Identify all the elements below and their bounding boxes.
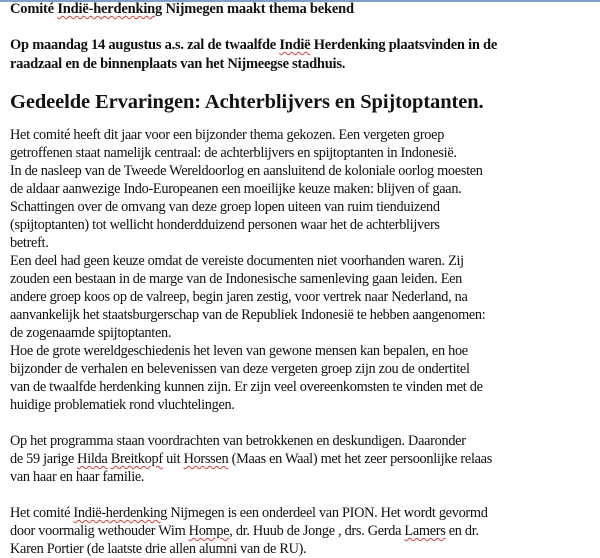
- body-text: , dr. Huub de Jonge , drs. Gerda: [229, 523, 405, 539]
- body-paragraph-committee: [10, 504, 595, 558]
- text-line: aanvankelijk het staatsburgerschap van de Republiek Indonesië te hebben aangenomen:: [10, 307, 486, 323]
- body-text: door voormalig wethouder Wim: [10, 523, 189, 539]
- text-line: zouden een bestaan in de marge van de Indonesische samenleving gaan leiden. Een: [10, 271, 463, 287]
- spellcheck-word[interactable]: Breitkopf: [110, 451, 163, 467]
- spellcheck-word[interactable]: Horssen: [183, 451, 229, 467]
- text-line: de zogenaamde spijtoptanten.: [10, 325, 172, 341]
- text-line: Een deel had geen keuze omdat de vereiste documenten niet voorhanden waren. Zij: [10, 253, 464, 269]
- section-heading: Gedeelde Ervaringen: Achterblijvers en Spijtoptanten.: [10, 91, 484, 113]
- text-line: bijzonder de verhalen en belevenissen van deze vergeten groep zijn zou de ondertitel: [10, 361, 470, 377]
- text-line: huidige problematiek rond vluchtelingen.: [10, 397, 235, 413]
- document-title: [10, 1, 595, 18]
- text-line: [10, 36, 595, 55]
- body-text: en dr.: [445, 523, 479, 539]
- body-text: Het comité: [10, 505, 74, 521]
- body-text: uit: [162, 451, 184, 467]
- text-line: andere groep koos op de valreep, begin jaren zestig, voor vertrek naar Nederland, na: [10, 289, 468, 305]
- spellcheck-word[interactable]: Indië: [279, 37, 311, 53]
- text-line: [10, 522, 595, 540]
- body-paragraph-themes: [10, 126, 595, 414]
- intro-text: Op maandag 14 augustus a.s. zal de twaalfde: [10, 37, 280, 53]
- text-line: Schattingen over de omvang van deze groep lopen uiteen van ruim tienduizend: [10, 199, 440, 215]
- text-line: [10, 450, 595, 468]
- body-text: (Maas en Waal) met het zeer persoonlijke relaas: [228, 451, 492, 467]
- title-text: Nijmegen maakt thema bekend: [162, 1, 354, 17]
- text-line: Het comité heeft dit jaar voor een bijzonder thema gekozen. Een vergeten groep: [10, 127, 445, 143]
- text-line: van de twaalfde herdenking kunnen zijn. Er zijn veel overeenkomsten te vinden met de: [10, 379, 483, 395]
- text-line: van haar en haar familie.: [10, 469, 145, 485]
- spellcheck-word[interactable]: Lamers: [404, 523, 446, 539]
- intro-text: Herdenking plaatsvinden in de: [310, 37, 498, 53]
- text-line: Hoe de grote wereldgeschiedenis het leven van gewone mensen kan bepalen, en hoe: [10, 343, 468, 359]
- text-line: (spijtoptanten) tot wellicht honderdduizend personen waar het de achterblijvers: [10, 217, 440, 233]
- text-line: betreft.: [10, 235, 49, 251]
- body-text: de 59 jarige: [10, 451, 78, 467]
- spellcheck-word[interactable]: Hilda: [77, 451, 108, 467]
- document-page: [10, 0, 595, 558]
- text-line: Karen Portier (de laatste drie allen alumni van de RU).: [10, 541, 307, 557]
- title-text: Comité: [10, 1, 58, 17]
- text-line: raadzaal en de binnenplaats van het Nijmeegse stadhuis.: [10, 55, 346, 72]
- text-line: de aldaar aanwezige Indo-Europeanen een moeilijke keuze maken: blijven of gaan.: [10, 181, 462, 197]
- body-paragraph-program: [10, 432, 595, 486]
- text-line: Op het programma staan voordrachten van betrokkenen en deskundigen. Daaronder: [10, 433, 466, 449]
- spellcheck-word[interactable]: Hompe: [188, 523, 230, 539]
- spellcheck-word[interactable]: Indië-herdenking: [57, 1, 163, 17]
- spellcheck-word[interactable]: Indië-herdenking: [73, 505, 168, 521]
- body-text: Nijmegen is een onderdeel van PION. Het wordt gevormd: [167, 505, 488, 521]
- intro-paragraph: [10, 36, 595, 73]
- text-line: getroffenen staat namelijk centraal: de achterblijvers en spijtoptanten in Indonesië.: [10, 145, 457, 161]
- text-line: [10, 504, 595, 522]
- text-line: In de nasleep van de Tweede Wereldoorlog en aansluitend de koloniale oorlog moesten: [10, 163, 483, 179]
